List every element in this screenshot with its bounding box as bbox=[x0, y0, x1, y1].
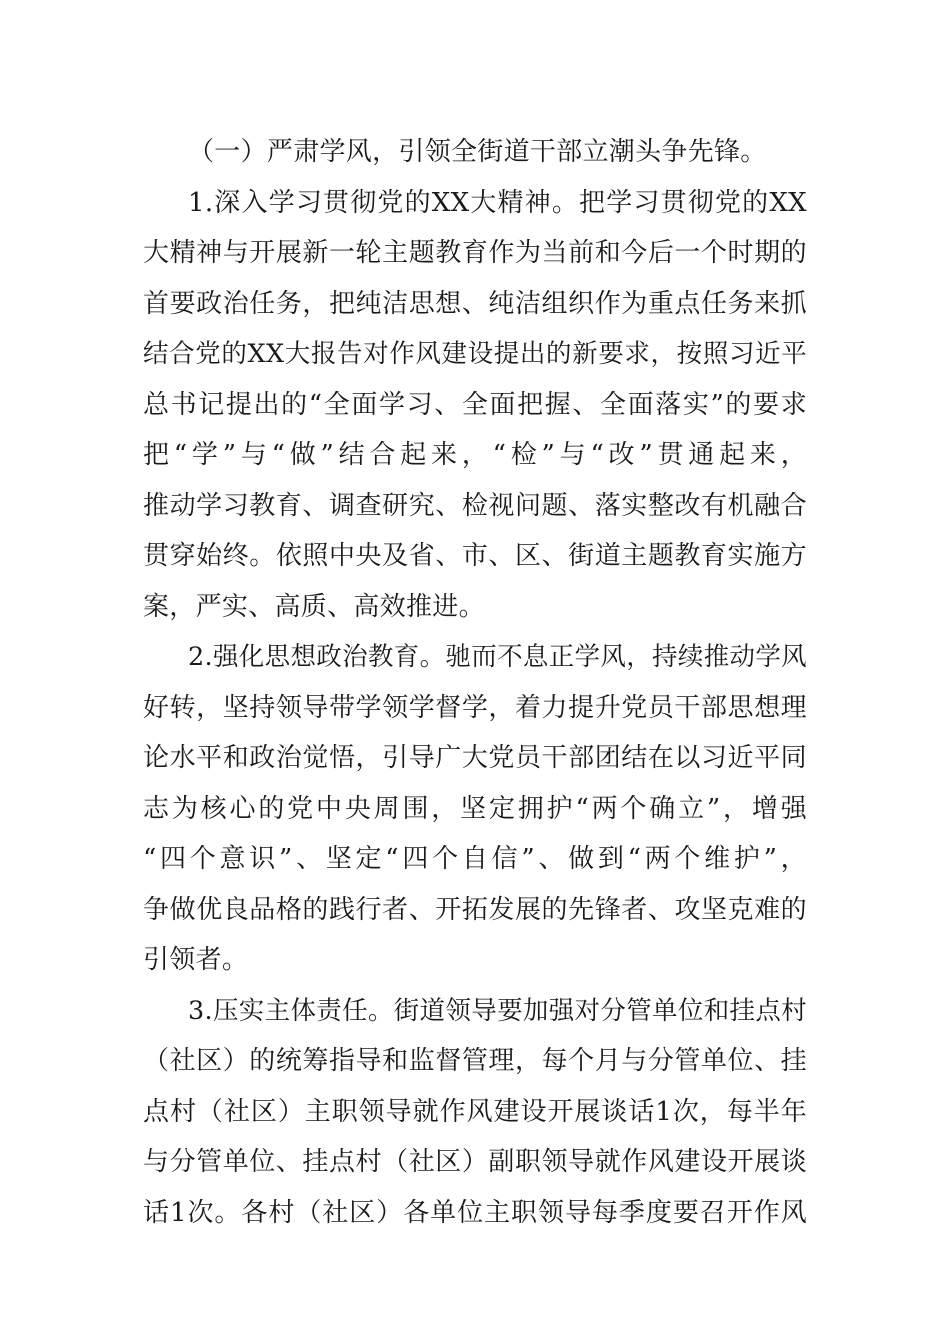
text-line: 结合党的XX大报告对作风建设提出的新要求，按照习近平 bbox=[143, 339, 807, 369]
text-line: 贯穿始终。依照中央及省、市、区、街道主题教育实施方 bbox=[143, 541, 807, 571]
text-line: 案，严实、高质、高效推进。 bbox=[143, 591, 485, 622]
text-line: 争做优良品格的践行者、开拓发展的先锋者、攻坚克难的 bbox=[143, 894, 807, 925]
text-line: 引领者。 bbox=[143, 945, 249, 975]
text-line: 点村（社区）主职领导就作风建设开展谈话1次，每半年 bbox=[143, 1096, 807, 1127]
text-line: 志为核心的党中央周围，坚定拥护“两个确立”，增强 bbox=[143, 793, 807, 824]
text-line: 3.压实主体责任。街道领导要加强对分管单位和挂点村 bbox=[188, 995, 807, 1026]
text-line: 首要政治任务，把纯洁思想、纯洁组织作为重点任务来抓 bbox=[143, 288, 807, 319]
text-line: 把“学”与“做”结合起来，“检”与“改”贯通起来， bbox=[143, 440, 807, 470]
text-line: 2.强化思想政治教育。驰而不息正学风，持续推动学风 bbox=[188, 642, 807, 672]
text-line: 好转，坚持领导带学领学督学，着力提升党员干部思想理 bbox=[143, 692, 807, 723]
text-line: 话1次。各村（社区）各单位主职领导每季度要召开作风 bbox=[143, 1197, 807, 1228]
text-line: 论水平和政治觉悟，引导广大党员干部团结在以习近平同 bbox=[143, 743, 807, 773]
text-line: 总书记提出的“全面学习、全面把握、全面落实”的要求 bbox=[143, 389, 807, 420]
text-line: “四个意识”、坚定“四个自信”、做到“两个维护”， bbox=[143, 844, 807, 874]
document-body bbox=[143, 127, 807, 1238]
text-line: 与分管单位、挂点村（社区）副职领导就作风建设开展谈 bbox=[143, 1147, 807, 1177]
text-line: 1.深入学习贯彻党的XX大精神。把学习贯彻党的XX bbox=[188, 187, 807, 218]
text-line: 推动学习教育、调查研究、检视问题、落实整改有机融合 bbox=[143, 490, 807, 521]
section-heading: （一）严肃学风，引领全街道干部立潮头争先锋。 bbox=[188, 137, 767, 167]
text-line: 大精神与开展新一轮主题教育作为当前和今后一个时期的 bbox=[143, 238, 807, 268]
text-line: （社区）的统筹指导和监督管理，每个月与分管单位、挂 bbox=[143, 1046, 807, 1076]
